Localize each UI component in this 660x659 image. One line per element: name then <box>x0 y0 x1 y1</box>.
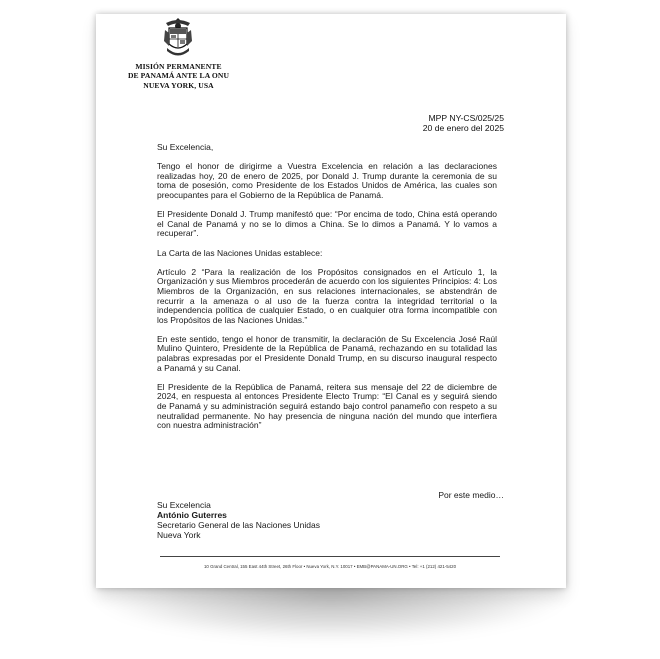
reference-number: MPP NY-CS/025/25 <box>428 113 504 123</box>
salutation: Su Excelencia, <box>157 142 214 152</box>
paragraph-4: Artículo 2 “Para la realización de los Propósitos consignados en el Artículo 1, la Organización y sus Miembros procederán de acuerdo con los siguientes Principios: 4: Los Miembros de la Organización, en sus relaciones internacionales, se abstendrán de recurrir a la amenaza o al uso de la fuerza contra la integridad territorial o la independencia política de cualquier Estado, o en cualquier otra forma incompatible con los Propósitos de las Naciones Unidas.” <box>157 266 497 325</box>
letterhead-line-1: MISIÓN PERMANENTE <box>135 62 222 71</box>
footer-address: 10 Grand Central, 155 East 44th Street, 26th Floor • Nueva York, N.Y. 10017 • EMB@PANAMA-UN.ORG • Tel: +1 (212) 421-5420 <box>203 564 457 569</box>
letterhead-line-3: NUEVA YORK, USA <box>143 80 214 90</box>
closing-line: Por este medio… <box>438 490 504 500</box>
paragraph-3: La Carta de las Naciones Unidas establece: <box>157 247 323 258</box>
letterhead-line-2: DE PANAMÁ ANTE LA ONU <box>127 71 230 81</box>
paragraph-5: En este sentido, tengo el honor de transmitir, la declaración de Su Excelencia José Raúl Mulino Quintero, Presidente de la República de Panamá, rechazando en su totalidad las palabras expresadas por el Presidente Donald Trump, en su discurso inaugural respecto a Panamá y su Canal. <box>157 333 497 373</box>
addressee-name: António Guterres <box>157 510 227 520</box>
paragraph-1: Tengo el honor de dirigirme a Vuestra Excelencia en relación a las declaraciones realizadas hoy, 20 de enero de 2025, por Donald J. Trump durante la ceremonia de su toma de posesión, como Presidente de los Estados Unidos de América, las cuales son preocupantes para el Gobierno de la República de Panamá. <box>157 161 497 200</box>
addressee-city: Nueva York <box>157 530 201 540</box>
letter-body <box>157 143 497 440</box>
paragraph-6: El Presidente de la República de Panamá, reitera sus mensaje del 22 de diciembre de 2024, en respuesta al entonces Presidente Electo Trump: “El Canal es y seguirá siendo de Panamá y su administración seguirá estando bajo control panameño con respeto a su neutralidad permanente. No hay presencia de ninguna nación del mundo que interfiera con nuestra administración” <box>157 381 497 431</box>
reference-date: 20 de enero del 2025 <box>422 123 504 133</box>
paragraph-2: El Presidente Donald J. Trump manifestó que: “Por encima de todo, China está operando el Canal de Panamá y no se lo dimos a China. Se lo dimos a Panamá. Y lo vamos a recuperar”. <box>157 209 497 239</box>
footer-divider <box>160 556 500 557</box>
addressee-block <box>157 500 320 540</box>
panama-coat-of-arms-icon <box>161 16 195 60</box>
addressee-title: Su Excelencia <box>157 500 211 510</box>
addressee-position: Secretario General de las Naciones Unidas <box>157 520 321 530</box>
letterhead <box>96 62 261 90</box>
reference-block <box>423 113 504 133</box>
